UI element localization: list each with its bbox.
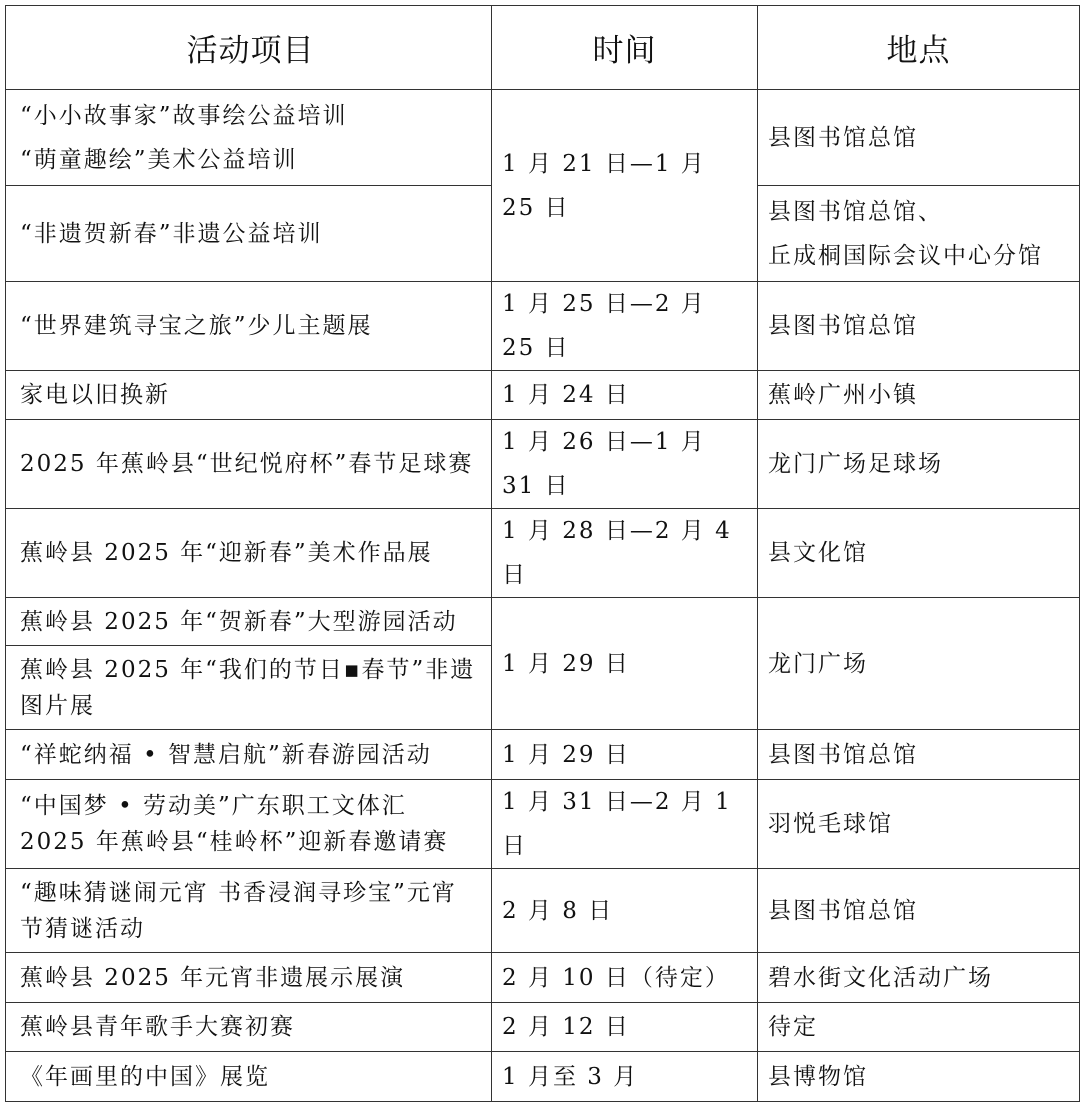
time-cell: 1 月 29 日 [492, 598, 758, 730]
activity-cell: 2025 年蕉岭县“世纪悦府杯”春节足球赛 [6, 420, 492, 509]
table-row [6, 730, 1080, 780]
activity-cell: “世界建筑寻宝之旅”少儿主题展 [6, 282, 492, 371]
place-cell: 待定 [758, 1003, 1080, 1052]
table-row [6, 1003, 1080, 1052]
activity-cell: 蕉岭县 2025 年“我们的节日▪春节”非遗图片展 [6, 646, 492, 730]
table-row [6, 869, 1080, 953]
time-cell: 2 月 12 日 [492, 1003, 758, 1052]
event-schedule-table [5, 5, 1080, 1102]
place-cell [758, 186, 1080, 282]
place-cell: 龙门广场足球场 [758, 420, 1080, 509]
time-cell: 1 月 26 日—1 月 31 日 [492, 420, 758, 509]
activity-cell: 《年画里的中国》展览 [6, 1052, 492, 1102]
time-cell: 1 月 28 日—2 月 4 日 [492, 509, 758, 598]
header-row [6, 6, 1080, 90]
place-cell: 县图书馆总馆 [758, 90, 1080, 186]
activity-cell: 蕉岭县 2025 年“贺新春”大型游园活动 [6, 598, 492, 646]
table-row [6, 371, 1080, 420]
activity-cell: “祥蛇纳福 • 智慧启航”新春游园活动 [6, 730, 492, 780]
place-cell: 县图书馆总馆 [758, 730, 1080, 780]
header-activity: 活动项目 [6, 6, 492, 90]
time-cell: 1 月 29 日 [492, 730, 758, 780]
place-cell: 县博物馆 [758, 1052, 1080, 1102]
place-cell: 县图书馆总馆 [758, 869, 1080, 953]
activity-cell: 蕉岭县青年歌手大赛初赛 [6, 1003, 492, 1052]
activity-line: “萌童趣绘”美术公益培训 [20, 146, 298, 173]
place-cell: 龙门广场 [758, 598, 1080, 730]
table-row [6, 780, 1080, 869]
place-cell: 县文化馆 [758, 509, 1080, 598]
time-cell: 1 月 21 日—1 月 25 日 [492, 90, 758, 282]
table-row [6, 282, 1080, 371]
place-cell: 羽悦毛球馆 [758, 780, 1080, 869]
activity-cell: 家电以旧换新 [6, 371, 492, 420]
table-row [6, 598, 1080, 646]
activity-cell [6, 90, 492, 186]
place-line: 县图书馆总馆、 [768, 198, 943, 225]
activity-cell: 蕉岭县 2025 年元宵非遗展示展演 [6, 953, 492, 1003]
header-place: 地点 [758, 6, 1080, 90]
activity-cell: 蕉岭县 2025 年“迎新春”美术作品展 [6, 509, 492, 598]
time-cell: 1 月至 3 月 [492, 1052, 758, 1102]
time-cell: 1 月 31 日—2 月 1 日 [492, 780, 758, 869]
time-cell: 1 月 25 日—2 月 25 日 [492, 282, 758, 371]
table-row [6, 1052, 1080, 1102]
place-cell: 县图书馆总馆 [758, 282, 1080, 371]
time-cell: 2 月 8 日 [492, 869, 758, 953]
place-line: 丘成桐国际会议中心分馆 [768, 242, 1043, 269]
activity-cell: “中国梦 • 劳动美”广东职工文体汇 2025 年蕉岭县“桂岭杯”迎新春邀请赛 [6, 780, 492, 869]
table-row [6, 90, 1080, 186]
time-cell: 1 月 24 日 [492, 371, 758, 420]
table-row [6, 420, 1080, 509]
table-row [6, 953, 1080, 1003]
activity-line: “小小故事家”故事绘公益培训 [20, 102, 348, 129]
place-cell: 碧水街文化活动广场 [758, 953, 1080, 1003]
time-cell: 2 月 10 日（待定） [492, 953, 758, 1003]
activity-cell: “趣味猜谜闹元宵 书香浸润寻珍宝”元宵节猜谜活动 [6, 869, 492, 953]
activity-cell: “非遗贺新春”非遗公益培训 [6, 186, 492, 282]
table-row [6, 509, 1080, 598]
place-cell: 蕉岭广州小镇 [758, 371, 1080, 420]
header-time: 时间 [492, 6, 758, 90]
